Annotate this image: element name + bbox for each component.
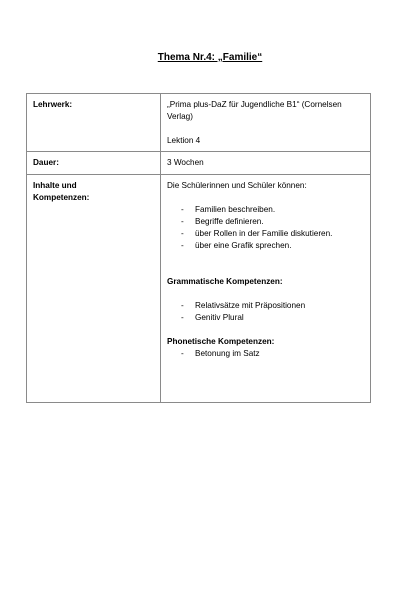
list-item: - Begriffe definieren. bbox=[181, 216, 364, 228]
inhalte-label-line1: Inhalte und bbox=[33, 181, 77, 190]
inhalte-value bbox=[161, 175, 371, 403]
grammar-heading: Grammatische Kompetenzen: bbox=[167, 277, 283, 286]
list-item: - über eine Grafik sprechen. bbox=[181, 240, 364, 252]
phonetic-list bbox=[167, 348, 364, 360]
textbook-title: „Prima plus-DaZ für Jugendliche B1“ (Cornelsen Verlag) bbox=[167, 100, 342, 121]
page-title-text: Thema Nr.4: „Familie“ bbox=[157, 52, 263, 63]
lehrwerk-value bbox=[161, 94, 371, 152]
lehrwerk-label: Lehrwerk: bbox=[27, 94, 161, 152]
list-item: - über Rollen in der Familie diskutieren. bbox=[181, 228, 364, 240]
intro-text: Die Schülerinnen und Schüler können: bbox=[167, 181, 307, 190]
table-row-inhalte bbox=[27, 175, 371, 403]
page-title bbox=[0, 52, 420, 63]
inhalte-label bbox=[27, 175, 161, 403]
grammar-list bbox=[167, 300, 364, 324]
list-item: - Familien beschreiben. bbox=[181, 204, 364, 216]
inhalte-label-line2: Kompetenzen: bbox=[33, 193, 90, 202]
phonetic-heading: Phonetische Kompetenzen: bbox=[167, 337, 275, 346]
lesson-plan-table bbox=[26, 93, 371, 403]
table-row-dauer bbox=[27, 152, 371, 175]
dauer-label: Dauer: bbox=[27, 152, 161, 175]
list-item: - Betonung im Satz bbox=[181, 348, 364, 360]
dauer-value: 3 Wochen bbox=[161, 152, 371, 175]
lesson-number: Lektion 4 bbox=[167, 136, 201, 145]
list-item: - Genitiv Plural bbox=[181, 312, 364, 324]
list-item: - Relativsätze mit Präpositionen bbox=[181, 300, 364, 312]
skills-list bbox=[167, 204, 364, 252]
table-row-lehrwerk bbox=[27, 94, 371, 152]
